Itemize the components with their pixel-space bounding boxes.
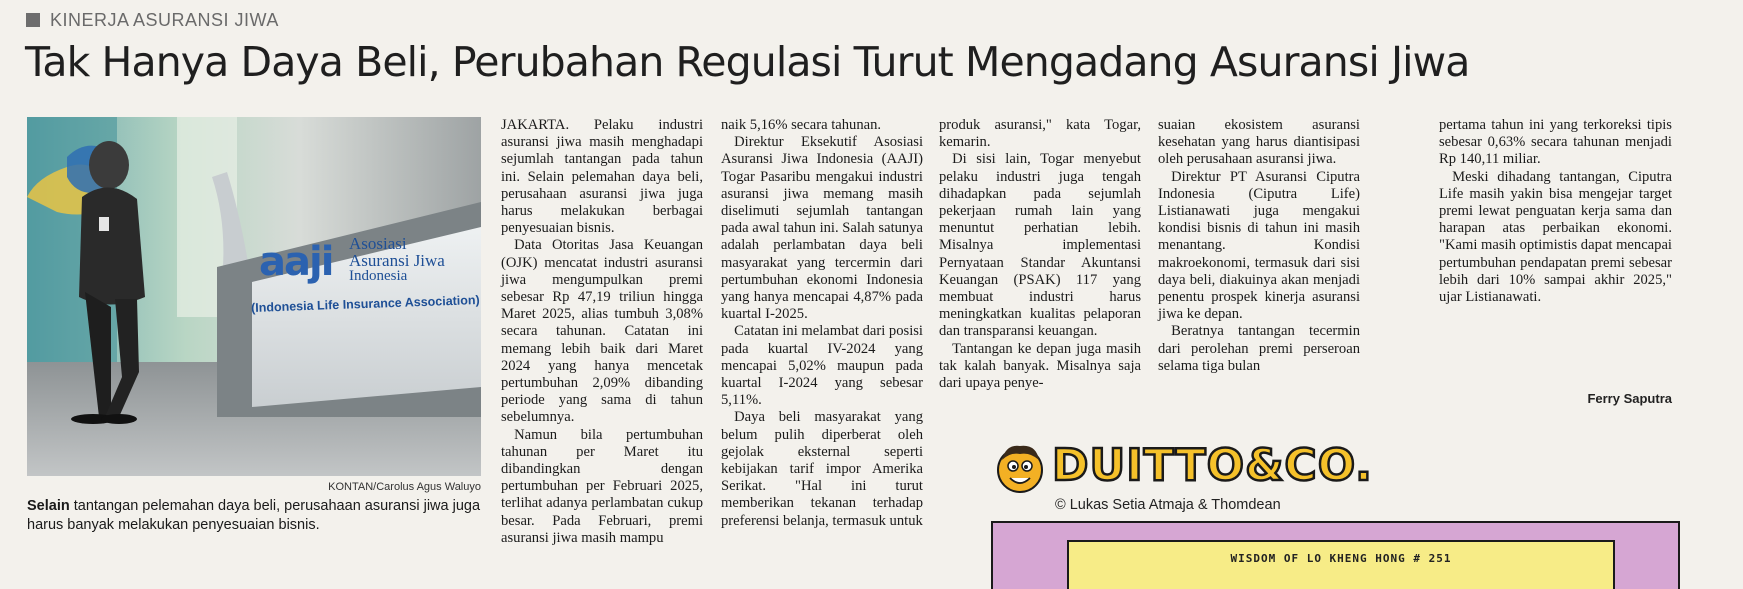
- comic-panel-caption: WISDOM OF LO KHENG HONG # 251: [1230, 552, 1452, 565]
- photo-caption: [27, 497, 481, 535]
- article-column-2: [721, 117, 923, 530]
- section-rubric: [26, 9, 279, 31]
- paragraph: Beratnya tantangan tecermin dari perolehan premi perseroan selama tiga bulan: [1158, 323, 1360, 374]
- comic-inner-panel: [1067, 540, 1615, 589]
- photo-credit: KONTAN/Carolus Agus Waluyo: [328, 481, 481, 493]
- article-column-4: [1158, 117, 1360, 375]
- aaji-logo-line1: Asosiasi: [349, 234, 407, 253]
- comic-title: [1050, 438, 1373, 498]
- paragraph: produk asuransi," kata Togar, kemarin.: [939, 117, 1141, 151]
- article-column-3: [939, 117, 1141, 392]
- paragraph: Namun bila pertumbuhan tahunan per Maret itu dibandingkan dengan pertumbuhan per Februari 2025, terlihat adanya perlambatan cukup besar. Pada Februari, premi asuransi jiwa masih mampu: [501, 426, 703, 546]
- byline: Ferry Saputra: [1587, 391, 1672, 406]
- aaji-logo-line3: Indonesia: [349, 268, 408, 284]
- paragraph: Tantangan ke depan juga masih tak kalah banyak. Misalnya saja dari upaya penye-: [939, 340, 1141, 392]
- paragraph: Catatan ini melambat dari posisi pada kuartal IV-2024 yang mencapai 5,02% maupun pada kuartal I-2024 yang sebesar 5,11%.: [721, 323, 923, 409]
- comic-title-text: DUITTO&CO.: [1052, 440, 1373, 491]
- article-headline: Tak Hanya Daya Beli, Perubahan Regulasi Turut Mengadang Asuransi Jiwa: [25, 38, 1470, 86]
- paragraph: Direktur PT Asuransi Ciputra Indonesia (Ciputra Life) Listianawati juga mengakui kondisi bisnis di tahun ini masih menantang. Kondisi makroekonomi, termasuk dari sisi daya beli, diakuinya akan menjadi penentu prospek kinerja asuransi jiwa ke depan.: [1158, 168, 1360, 323]
- paragraph: Meski dihadang tantangan, Ciputra Life masih yakin bisa mengejar target premi lewat penguatan kerja sama dan harapan atas perbaikan ekonomi. "Kami masih optimistis dapat mencapai pertumbuhan pendapatan premi sebesar lebih dari 10% sampai akhir 2025," ujar Listianawati.: [1439, 168, 1672, 306]
- paragraph: naik 5,16% secara tahunan.: [721, 117, 882, 133]
- paragraph: JAKARTA. Pelaku industri asuransi jiwa masih menghadapi sejumlah tantangan pada tahun ini. Selain pelemahan daya beli, perusahaan asuransi jiwa juga harus melakukan berbagai penyesuaian bisnis.: [501, 117, 703, 237]
- rubric-label: KINERJA ASURANSI JIWA: [50, 9, 279, 30]
- rubric-square-icon: [26, 13, 40, 27]
- aaji-logo-line2: Asuransi Jiwa: [349, 251, 445, 270]
- caption-text: tantangan pelemahan daya beli, perusahaan asuransi jiwa juga harus banyak melakukan penyesuaian bisnis.: [27, 498, 481, 533]
- paragraph: Direktur Eksekutif Asosiasi Asuransi Jiwa Indonesia (AAJI) Togar Pasaribu mengakui industri asuransi jiwa memang masih diselimuti sejumlah tantangan pada awal tahun ini. Salah satunya adalah perlambatan daya beli masyarakat yang tercermin dari pertumbuhan ekonomi Indonesia yang hanya mencapai 4,87% pada kuartal I-2025.: [721, 134, 923, 323]
- aaji-logo-mark: aaji: [259, 239, 333, 285]
- paragraph: Data Otoritas Jasa Keuangan (OJK) mencatat industri asuransi jiwa mengumpulkan premi sebesar Rp 47,19 triliun hingga Maret 2025, alias tumbuh 3,08% secara tahunan. Catatan ini memang lebih baik dari Maret 2024 yang hanya mencetak pertumbuhan 2,09% dibanding periode yang sama di tahun sebelumnya.: [501, 237, 703, 426]
- paragraph: suaian ekosistem asuransi kesehatan yang harus diantisipasi oleh perusahaan asuransi jiwa.: [1158, 117, 1360, 168]
- aaji-logo: [250, 229, 480, 319]
- aaji-logo-english: (Indonesia Life Insurance Association): [250, 293, 480, 315]
- paragraph: Di sisi lain, Togar menyebut pelaku industri juga tengah dihadapkan pada sejumlah pekerjaan rumah lain yang menuntut perhatian lebih. Misalnya implementasi Pernyataan Standar Akuntansi Keuangan (PSAK) 117 yang membuat industri harus meningkatkan kualitas pelaporan dan transparansi keuangan.: [939, 151, 1141, 340]
- article-photo: [27, 117, 481, 476]
- paragraph: Daya beli masyarakat yang belum pulih diperberat oleh gejolak eksternal seperti kebijakan tarif impor Amerika Serikat. "Hal ini turut memberikan tekanan terhadap preferensi belanja, termasuk untuk: [721, 409, 923, 529]
- comic-mascot-icon: [992, 440, 1048, 496]
- comic-credit: © Lukas Setia Atmaja & Thomdean: [1055, 497, 1281, 513]
- paragraph: pertama tahun ini yang terkoreksi tipis sebesar 0,63% secara tahunan menjadi Rp 140,11 miliar.: [1439, 117, 1672, 168]
- article-column-5: [1439, 117, 1672, 306]
- caption-lead: Selain: [27, 498, 70, 514]
- article-column-1: [501, 117, 703, 547]
